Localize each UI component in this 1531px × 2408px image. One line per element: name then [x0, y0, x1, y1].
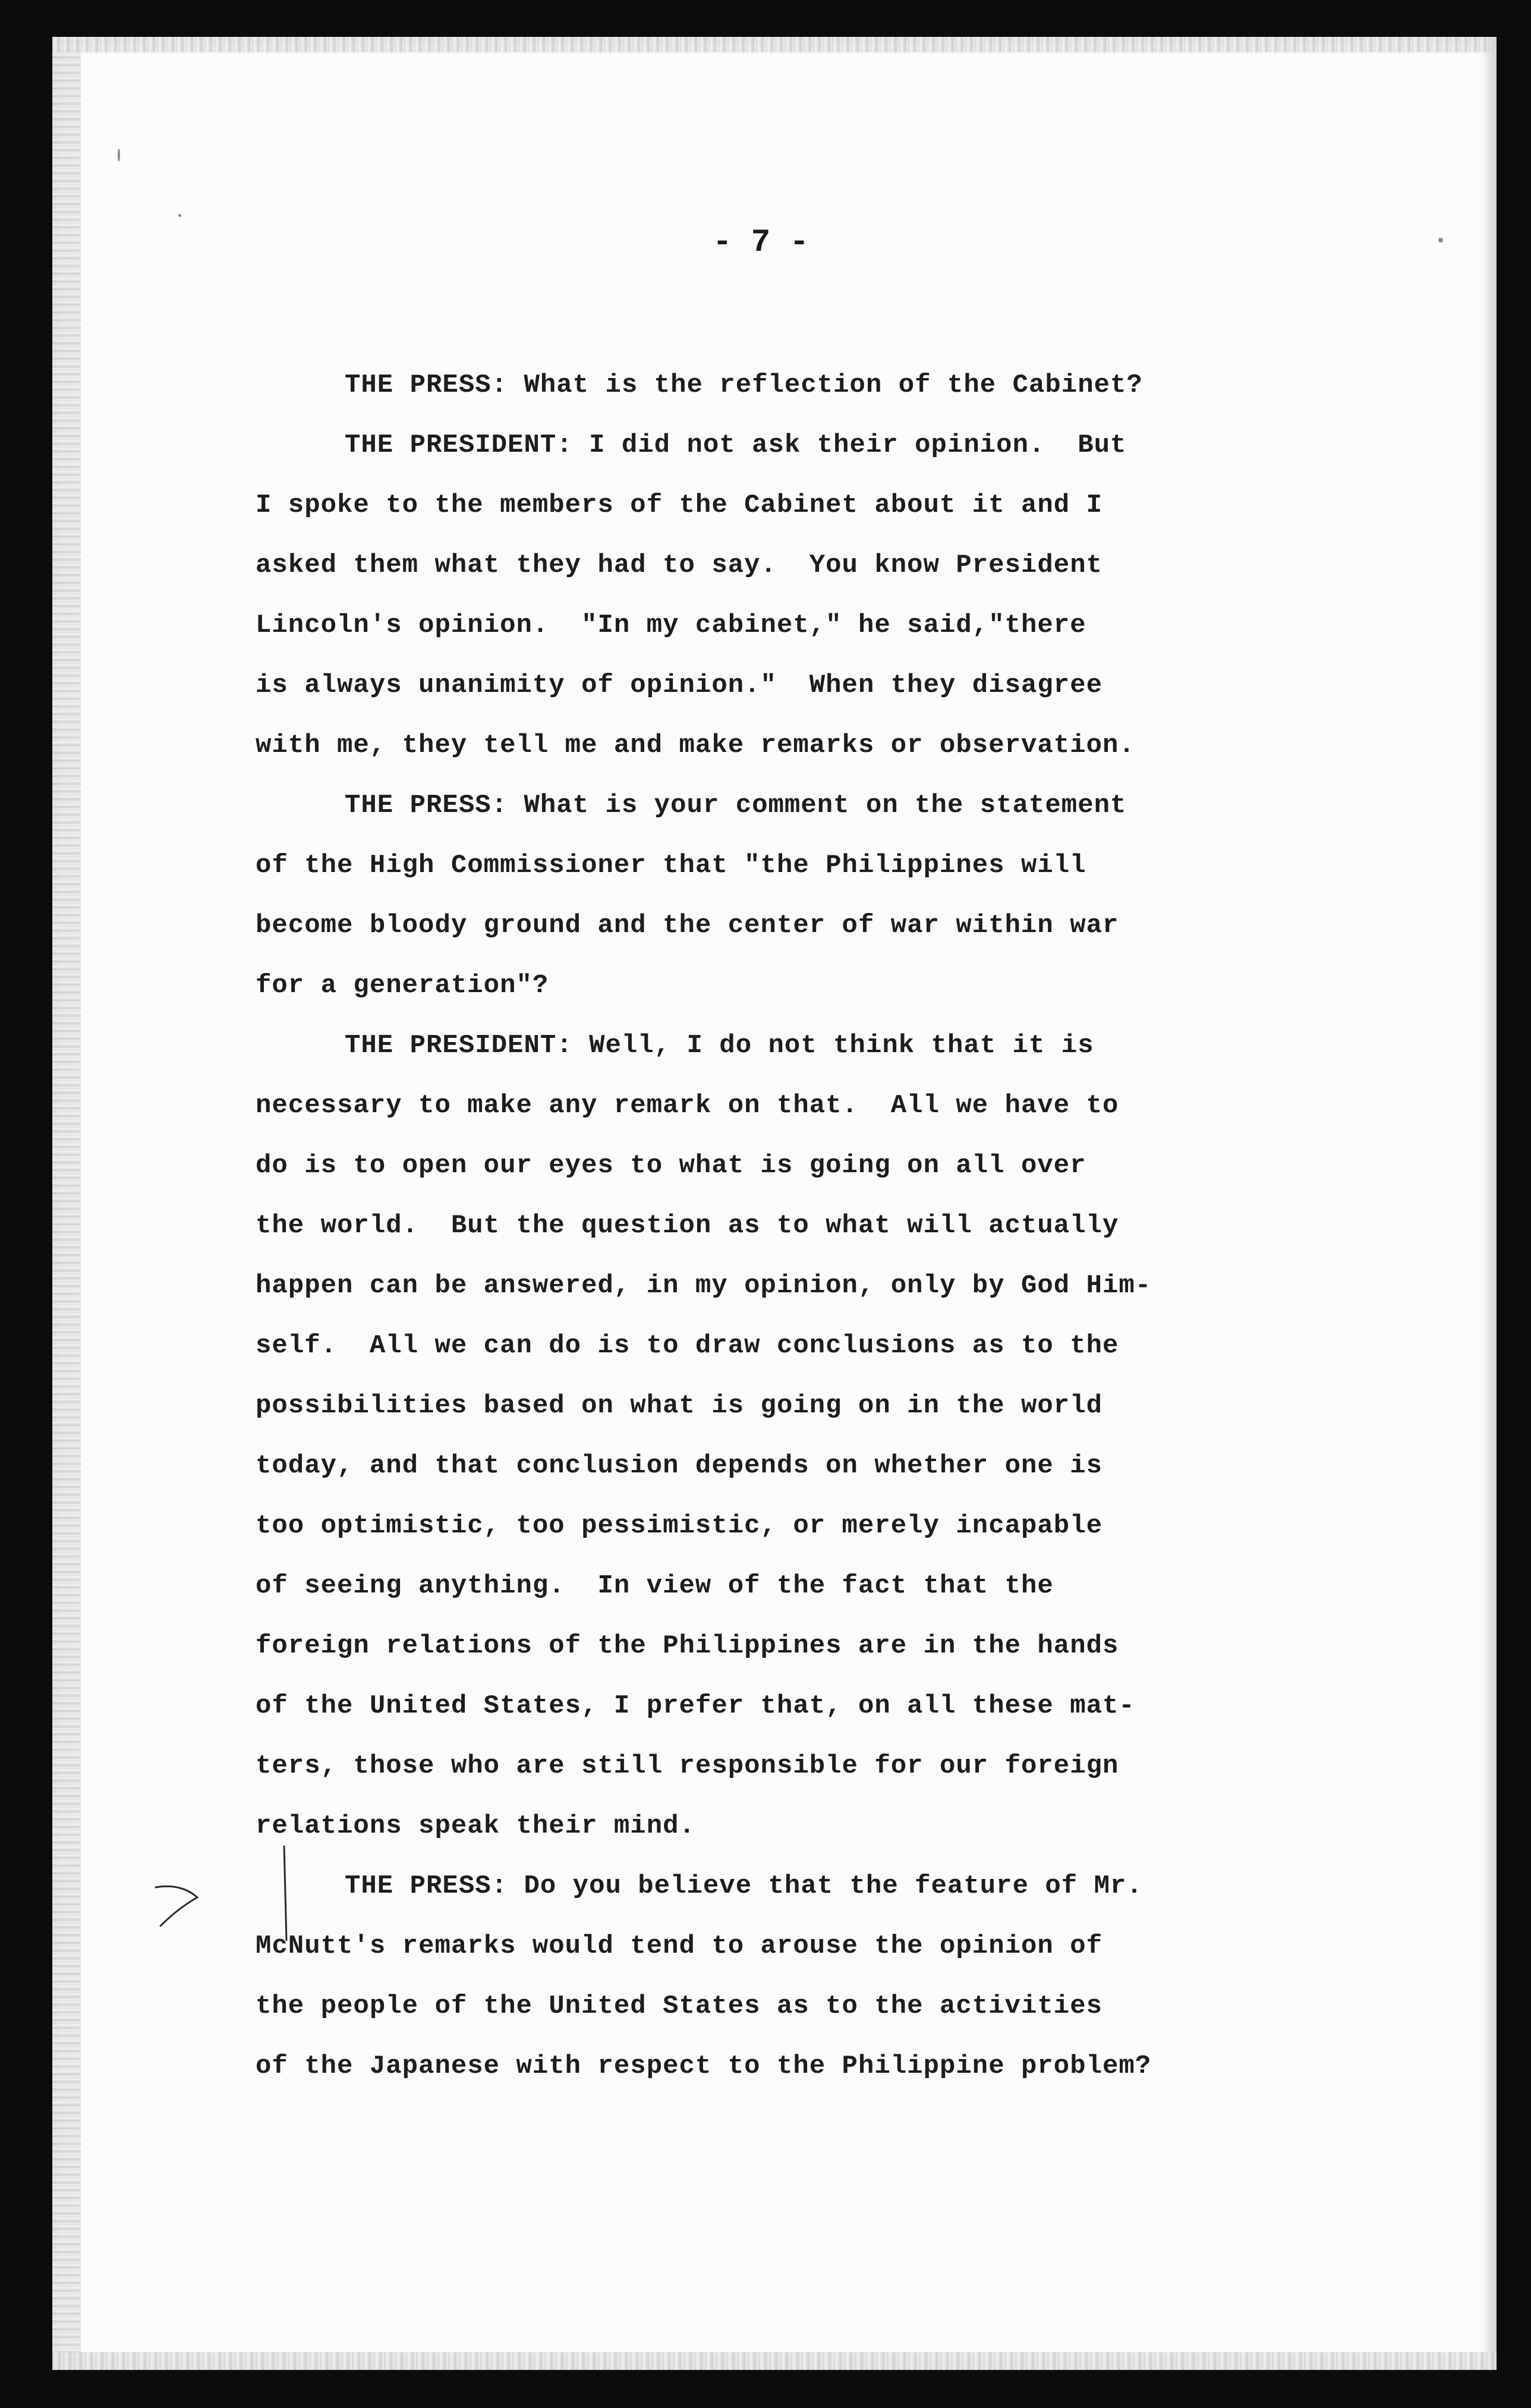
text-line: is always unanimity of opinion." When they disagree	[256, 671, 1103, 700]
text-line: I spoke to the members of the Cabinet about it and I	[256, 490, 1103, 520]
text-line: become bloody ground and the center of war within war	[256, 911, 1119, 940]
text-line: THE PRESIDENT: I did not ask their opinion. But	[345, 430, 1127, 460]
text-line: McNutt's remarks would tend to arouse the opinion of	[256, 1931, 1103, 1961]
text-line: Lincoln's opinion. "In my cabinet," he said,"there	[256, 610, 1086, 640]
page-edge-left	[52, 37, 81, 2370]
text-line: today, and that conclusion depends on whether one is	[256, 1451, 1103, 1481]
text-line: of seeing anything. In view of the fact that the	[256, 1571, 1054, 1601]
page-number: - 7 -	[712, 225, 809, 261]
text-line: the world. But the question as to what will actually	[256, 1211, 1119, 1241]
margin-vertical-mark	[279, 1843, 291, 1944]
page-edge-top	[52, 37, 1497, 52]
text-line: with me, they tell me and make remarks or observation.	[256, 731, 1135, 760]
text-line: do is to open our eyes to what is going on all over	[256, 1151, 1086, 1181]
text-line: ters, those who are still responsible for our foreign	[256, 1751, 1119, 1781]
text-line: for a generation"?	[256, 971, 549, 1000]
document-body	[256, 355, 1355, 2097]
text-line: foreign relations of the Philippines are in the hands	[256, 1631, 1119, 1661]
text-line: the people of the United States as to the activities	[256, 1991, 1103, 2021]
text-line: THE PRESS: What is the reflection of the Cabinet?	[345, 370, 1143, 400]
text-line: of the High Commissioner that "the Philippines will	[256, 851, 1086, 880]
page-edge-right	[1483, 37, 1497, 2370]
text-line: asked them what they had to say. You know President	[256, 550, 1103, 580]
text-line: THE PRESS: Do you believe that the feature of Mr.	[345, 1871, 1143, 1901]
text-line: self. All we can do is to draw conclusions as to the	[256, 1331, 1119, 1361]
text-line: happen can be answered, in my opinion, only by God Him-	[256, 1271, 1152, 1301]
text-line: of the Japanese with respect to the Philippine problem?	[256, 2051, 1152, 2081]
text-line: relations speak their mind.	[256, 1811, 695, 1841]
text-line: THE PRESIDENT: Well, I do not think that it is	[345, 1031, 1094, 1060]
paper-speck	[1438, 238, 1443, 243]
text-line: of the United States, I prefer that, on all these mat-	[256, 1691, 1135, 1721]
paper-speck	[118, 149, 120, 162]
paper-speck	[178, 214, 181, 217]
margin-mark-annotation	[149, 1843, 238, 1944]
text-line: necessary to make any remark on that. All we have to	[256, 1091, 1119, 1120]
text-line: THE PRESS: What is your comment on the statement	[345, 791, 1127, 820]
page-edge-bottom	[52, 2352, 1497, 2370]
text-line: too optimistic, too pessimistic, or merely incapable	[256, 1511, 1103, 1541]
text-line: possibilities based on what is going on in the world	[256, 1391, 1103, 1421]
